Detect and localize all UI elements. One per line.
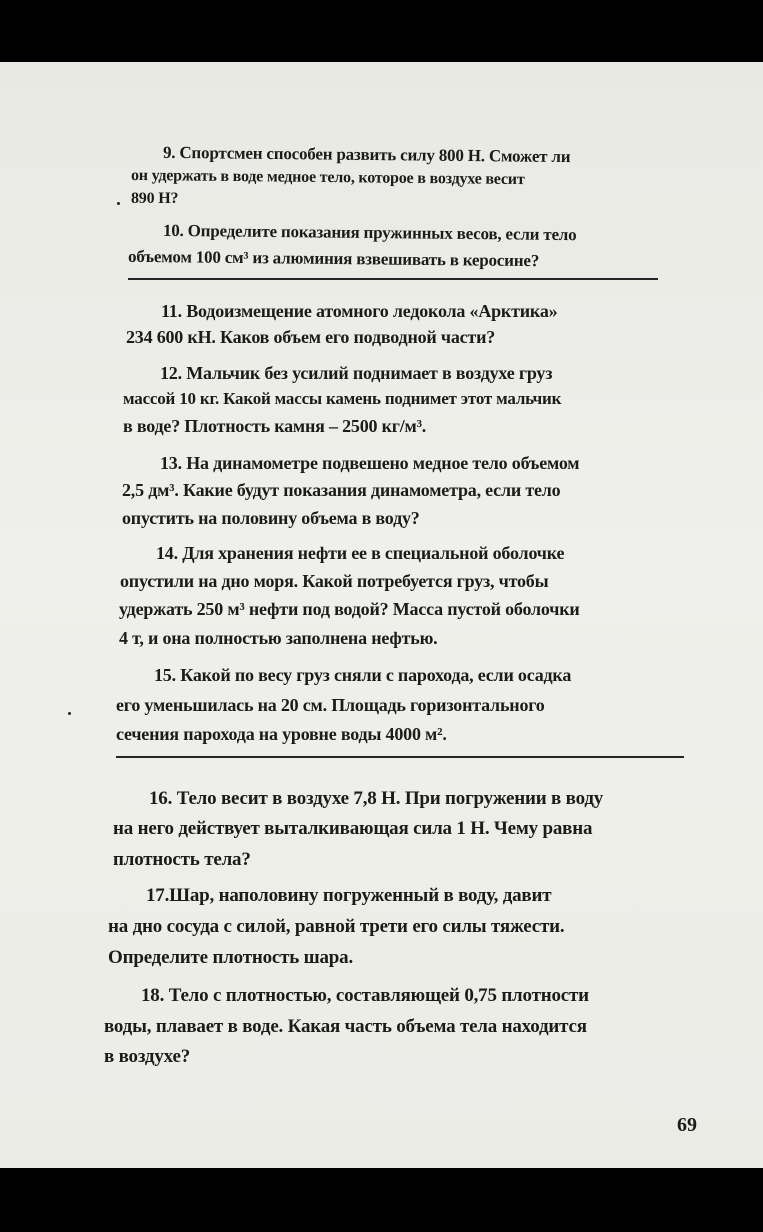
problem-18-line-3: в воздухе? xyxy=(104,1046,191,1067)
problem-10-line-1: 10. Определите показания пружинных весов, если тело xyxy=(162,220,577,245)
problem-11-line-2: 234 600 кН. Каков объем его подводной части? xyxy=(126,327,496,347)
problem-14-line-1: 14. Для хранения нефти ее в специальной оболочке xyxy=(156,543,565,563)
problem-12-line-2: массой 10 кг. Какой массы камень поднимет этот мальчик xyxy=(123,389,562,408)
problem-15-line-2: его уменьшилась на 20 см. Площадь горизонтального xyxy=(116,695,545,715)
stray-mark xyxy=(68,712,71,715)
problem-14-line-4: 4 т, и она полностью заполнена нефтью. xyxy=(119,628,438,648)
problem-16-line-3: плотность тела? xyxy=(113,849,251,870)
problem-13-line-2: 2,5 дм³. Какие будут показания динамометра, если тело xyxy=(122,480,561,500)
problem-15-line-1: 15. Какой по весу груз сняли с парохода, если осадка xyxy=(154,665,572,685)
problem-16-line-2: на него действует выталкивающая сила 1 Н. Чему равна xyxy=(113,818,593,839)
photo-area xyxy=(0,62,763,1168)
problem-16-line-1: 16. Тело весит в воздухе 7,8 Н. При погружении в воду xyxy=(149,788,604,809)
stray-mark xyxy=(117,202,120,205)
problem-10-line-2: объемом 100 см³ из алюминия взвешивать в керосине? xyxy=(127,246,540,271)
problem-17-line-3: Определите плотность шара. xyxy=(108,947,354,968)
problem-13-line-3: опустить на половину объема в воду? xyxy=(122,508,420,528)
problem-9-line-3: 890 Н? xyxy=(131,190,179,207)
problem-9-line-2: он удержать в воде медное тело, которое в воздухе весит xyxy=(130,166,525,189)
problem-12-line-3: в воде? Плотность камня – 2500 кг/м³. xyxy=(123,416,427,436)
problem-17-line-2: на дно сосуда с силой, равной трети его силы тяжести. xyxy=(108,916,565,937)
problem-13-line-1: 13. На динамометре подвешено медное тело объемом xyxy=(160,453,580,473)
problem-11-line-1: 11. Водоизмещение атомного ледокола «Арктика» xyxy=(161,301,558,321)
problem-18-line-1: 18. Тело с плотностью, составляющей 0,75 плотности xyxy=(141,985,589,1006)
page-number: 69 xyxy=(677,1114,697,1136)
problem-14-line-3: удержать 250 м³ нефти под водой? Масса пустой оболочки xyxy=(119,599,580,619)
problem-17-line-1: 17.Шар, наполовину погруженный в воду, давит xyxy=(146,885,552,906)
section-divider-2 xyxy=(116,756,684,758)
problem-12-line-1: 12. Мальчик без усилий поднимает в воздухе груз xyxy=(160,363,553,383)
problem-14-line-2: опустили на дно моря. Какой потребуется груз, чтобы xyxy=(120,571,549,591)
problem-9-line-1: 9. Спортсмен способен развить силу 800 Н. Сможет ли xyxy=(162,142,571,167)
textbook-page xyxy=(0,62,763,1168)
section-divider-1 xyxy=(128,278,658,280)
problem-18-line-2: воды, плавает в воде. Какая часть объема тела находится xyxy=(104,1016,587,1037)
problem-15-line-3: сечения парохода на уровне воды 4000 м². xyxy=(116,724,447,744)
